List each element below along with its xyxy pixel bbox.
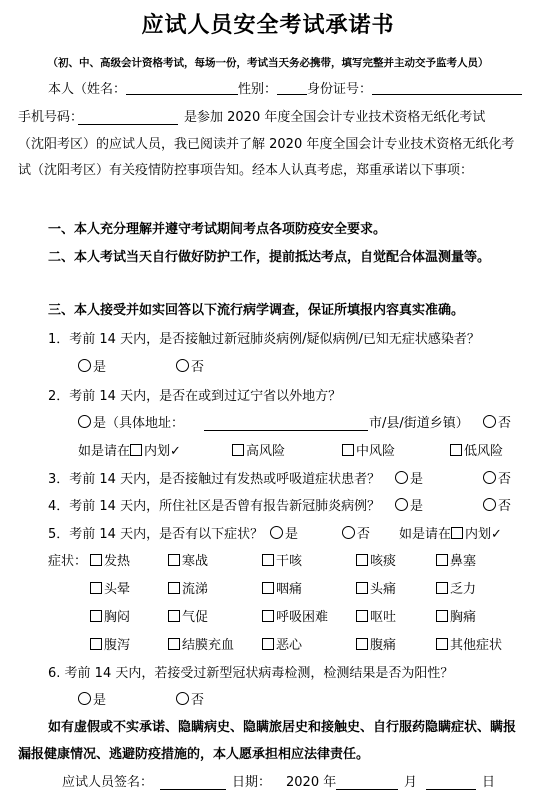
q4-yes-option[interactable]: 是 (395, 498, 423, 516)
radio-circle-icon (78, 692, 91, 705)
symptom-nausea[interactable]: 恶心 (262, 637, 302, 655)
checkbox-icon (90, 554, 102, 566)
q6-no-option[interactable]: 否 (176, 692, 204, 710)
symptom-abdominal-pain[interactable]: 腹痛 (356, 637, 396, 655)
checkbox-icon (168, 610, 180, 622)
risk-low-option[interactable]: 低风险 (450, 443, 503, 461)
risk-mid-option[interactable]: 中风险 (342, 443, 395, 461)
commitment-1: 一、本人充分理解并遵守考试期间考点各项防疫安全要求。 (48, 222, 387, 237)
question-5: 5．考前 14 天内，是否有以下症状？ (48, 527, 264, 542)
commitment-2: 二、本人考试当天自行做好防护工作，提前抵达考点，自觉配合体温测量等。 (48, 250, 491, 265)
symptom-chills[interactable]: 寒战 (168, 553, 208, 571)
question-1: 1．考前 14 天内，是否接触过新冠肺炎病例/疑似病例/已知无症状感染者？ (48, 332, 480, 347)
q2-address-label: 是（具体地址： (93, 416, 185, 431)
symptom-dry-cough[interactable]: 干咳 (262, 553, 302, 571)
radio-circle-icon (176, 359, 189, 372)
symptom-conjunctival-congestion[interactable]: 结膜充血 (168, 637, 234, 655)
q4-no-option[interactable]: 否 (483, 498, 511, 516)
symptom-dyspnea[interactable]: 呼吸困难 (262, 609, 328, 627)
address-field[interactable] (204, 430, 368, 431)
q3-no-option[interactable]: 否 (483, 471, 511, 489)
checkbox-icon (451, 527, 463, 539)
symptom-sputum[interactable]: 咳痰 (356, 553, 396, 571)
risk-high-option[interactable]: 高风险 (232, 443, 285, 461)
checkbox-icon (90, 582, 102, 594)
symptom-diarrhea[interactable]: 腹泻 (90, 637, 130, 655)
checkbox-icon (356, 610, 368, 622)
checkbox-icon (262, 610, 274, 622)
q2-yes-option[interactable] (78, 415, 184, 433)
radio-circle-icon (483, 471, 496, 484)
checkbox-icon (450, 444, 462, 456)
q1-yes-label: 是 (93, 360, 107, 375)
q2-address-tail: 市/县/街道乡镇） (369, 416, 469, 431)
question-3: 3．考前 14 天内，是否接触过有发热或呼吸道症状患者？ (48, 472, 381, 487)
date-month-label: 月 (404, 775, 418, 790)
name-field[interactable] (126, 80, 238, 95)
name-label: 本人（姓名： (48, 82, 127, 97)
checkbox-icon (90, 610, 102, 622)
symptom-vomiting[interactable]: 呕吐 (356, 609, 396, 627)
radio-circle-icon (78, 359, 91, 372)
symptom-fatigue[interactable]: 乏力 (436, 581, 476, 599)
liability-statement: 如有虚假或不实承诺、隐瞒病史、隐瞒旅居史和接触史、自行服药隐瞒症状、瞒报漏报健康情况、逃避防疫措施的，本人愿承担相应法律责任。 (18, 720, 517, 762)
checkbox-icon (436, 610, 448, 622)
checkbox-icon (262, 638, 274, 650)
phone-field[interactable] (78, 124, 178, 125)
symptom-sore-throat[interactable]: 咽痛 (262, 581, 302, 599)
checkbox-icon (130, 444, 142, 456)
checkbox-icon (168, 638, 180, 650)
checkbox-icon (436, 582, 448, 594)
q5-yes-option[interactable]: 是 (270, 526, 298, 544)
checkbox-icon (262, 554, 274, 566)
symptom-hint: 如是请在 内划✓ (399, 527, 502, 542)
date-day-label: 日 (482, 775, 496, 790)
radio-circle-icon (395, 498, 408, 511)
q2-no-option[interactable] (483, 415, 511, 433)
date-label: 日期： (232, 775, 272, 790)
identity-line-1 (48, 80, 522, 99)
q2-no-label: 否 (498, 416, 512, 431)
intro-paragraph: （沈阳考区）的应试人员，我已阅读并了解 2020 年度全国会计专业技术资格无纸化考试（沈阳考区）有关疫情防控事项告知。经本人认真考虑，郑重承诺以下事项： (18, 137, 515, 178)
question-2: 2．考前 14 天内，是否在或到过辽宁省以外地方？ (48, 389, 342, 404)
phone-label: 手机号码： (18, 110, 84, 125)
q6-yes-option[interactable]: 是 (78, 692, 106, 710)
symptom-fever[interactable]: 发热 (90, 553, 130, 571)
radio-circle-icon (483, 415, 496, 428)
id-number-field[interactable] (372, 80, 522, 95)
symptom-other[interactable]: 其他症状 (436, 637, 502, 655)
checkbox-icon (436, 554, 448, 566)
symptom-label: 症状： (48, 554, 88, 569)
symptom-headache[interactable]: 头痛 (356, 581, 396, 599)
signature-label: 应试人员签名： (62, 775, 154, 790)
q1-no-option[interactable] (176, 359, 204, 377)
day-field[interactable] (426, 789, 476, 790)
checkbox-icon (168, 554, 180, 566)
radio-circle-icon (176, 692, 189, 705)
q1-no-label: 否 (191, 360, 205, 375)
document-subtitle: （初、中、高级会计资格考试，每场一份，考试当天务必携带，填写完整并主动交予监考人员） (47, 57, 489, 69)
checkbox-icon (342, 444, 354, 456)
checkbox-icon (262, 582, 274, 594)
symptom-runny-nose[interactable]: 流涕 (168, 581, 208, 599)
checkbox-icon (90, 638, 102, 650)
q3-yes-option[interactable]: 是 (395, 471, 423, 489)
question-4: 4．考前 14 天内，所住社区是否曾有报告新冠肺炎病例？ (48, 499, 381, 514)
checkbox-icon (436, 638, 448, 650)
symptom-dizziness[interactable]: 头晕 (90, 581, 130, 599)
radio-circle-icon (270, 526, 283, 539)
symptom-nasal-congestion[interactable]: 鼻塞 (436, 553, 476, 571)
document-title: 应试人员安全考试承诺书 (141, 12, 395, 38)
radio-circle-icon (395, 471, 408, 484)
symptom-chest-tightness[interactable]: 胸闷 (90, 609, 130, 627)
q1-yes-option[interactable] (78, 359, 106, 377)
symptom-shortness-of-breath[interactable]: 气促 (168, 609, 208, 627)
checkbox-icon (168, 582, 180, 594)
radio-circle-icon (342, 526, 355, 539)
checkbox-icon (356, 554, 368, 566)
exam-intro: 是参加 2020 年度全国会计专业技术资格无纸化考试 (184, 110, 486, 125)
checkbox-icon (356, 638, 368, 650)
checkbox-icon (356, 582, 368, 594)
symptom-chest-pain[interactable]: 胸痛 (436, 609, 476, 627)
radio-circle-icon (78, 415, 91, 428)
month-field[interactable] (336, 789, 398, 790)
date-year: 2020 年 (286, 775, 337, 790)
id-label: 身份证号： (307, 82, 373, 97)
signature-field[interactable] (160, 789, 226, 790)
gender-field[interactable] (277, 80, 307, 95)
commitment-3: 三、本人接受并如实回答以下流行病学调查，保证所填报内容真实准确。 (48, 303, 465, 318)
q5-no-option[interactable]: 否 (342, 526, 370, 544)
question-6: 6. 考前 14 天内，若接受过新型冠状病毒检测，检测结果是否为阳性？ (48, 666, 454, 681)
checkbox-icon (232, 444, 244, 456)
gender-label: 性别： (238, 82, 278, 97)
risk-hint: 如是请在 内划✓ (78, 444, 181, 459)
radio-circle-icon (483, 498, 496, 511)
